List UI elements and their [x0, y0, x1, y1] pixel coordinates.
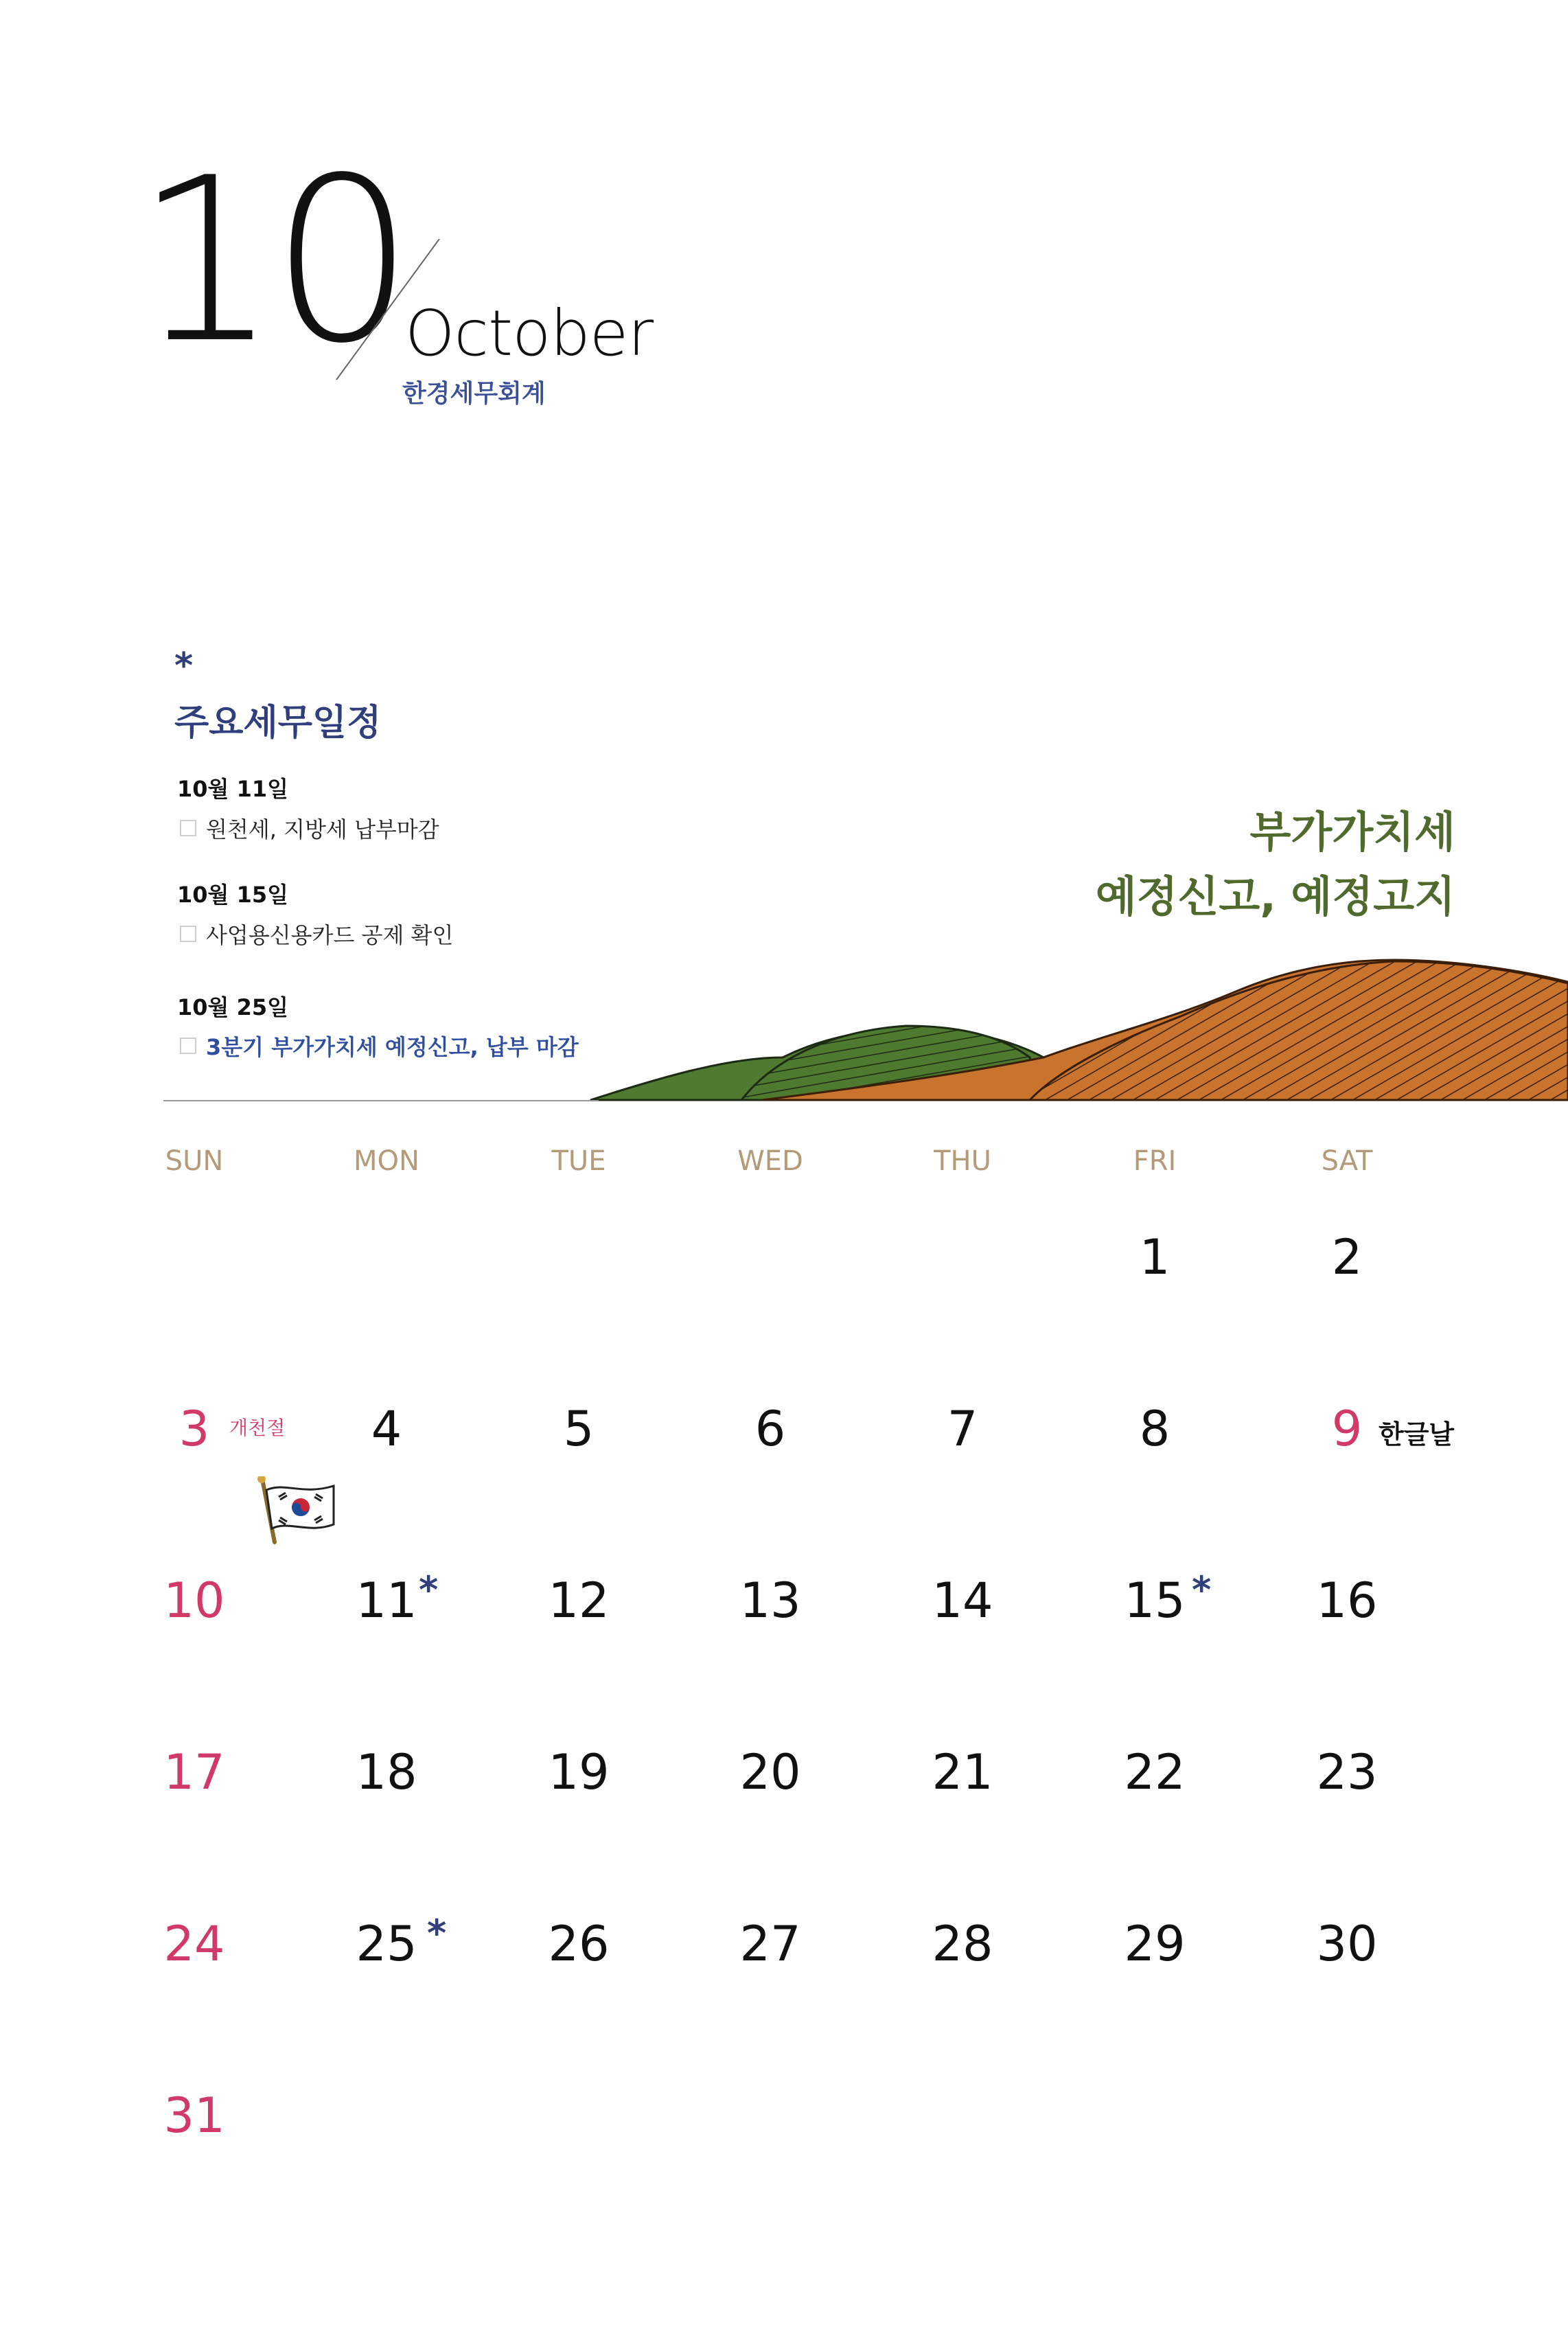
- korean-flag-icon: [254, 1476, 338, 1545]
- weekday-fri: FRI: [1133, 1145, 1177, 1177]
- day-cell[interactable]: 11: [356, 1572, 417, 1629]
- day-cell[interactable]: 1: [1139, 1229, 1171, 1285]
- day-cell[interactable]: 17: [163, 1744, 225, 1800]
- weekday-mon: MON: [354, 1145, 419, 1177]
- day-cell[interactable]: 20: [739, 1744, 801, 1800]
- schedule-title: 주요세무일정: [174, 702, 382, 744]
- day-cell[interactable]: 15: [1124, 1572, 1186, 1629]
- day-cell[interactable]: 5: [563, 1401, 595, 1457]
- checkbox[interactable]: [180, 820, 196, 836]
- day-cell[interactable]: 30: [1316, 1916, 1378, 1972]
- day-cell[interactable]: 23: [1316, 1744, 1378, 1800]
- schedule-date: 10월 25일: [177, 994, 289, 1020]
- day-cell-holiday[interactable]: 3: [178, 1401, 210, 1457]
- day-cell[interactable]: 26: [548, 1916, 610, 1972]
- company-name: 한경세무회계: [402, 380, 546, 408]
- day-cell[interactable]: 8: [1139, 1401, 1171, 1457]
- day-cell[interactable]: 25: [356, 1916, 417, 1972]
- day-cell[interactable]: 24: [163, 1916, 225, 1972]
- day-cell[interactable]: 14: [932, 1572, 993, 1629]
- weekday-thu: THU: [934, 1145, 991, 1177]
- day-cell[interactable]: 29: [1124, 1916, 1186, 1972]
- day-cell[interactable]: 2: [1331, 1229, 1363, 1285]
- checkbox[interactable]: [180, 926, 196, 942]
- day-cell[interactable]: 22: [1124, 1744, 1186, 1800]
- schedule-date: 10월 15일: [177, 882, 289, 908]
- schedule-star-icon: *: [174, 645, 194, 687]
- holiday-label: 개천절: [229, 1417, 286, 1439]
- event-star-icon: *: [1192, 1568, 1212, 1612]
- schedule-item-text: 3분기 부가가치세 예정신고, 납부 마감: [206, 1034, 579, 1060]
- headline-line1: 부가가치세: [1249, 807, 1455, 857]
- day-cell[interactable]: 27: [739, 1916, 801, 1972]
- day-cell[interactable]: 6: [754, 1401, 786, 1457]
- schedule-item-text: 사업용신용카드 공제 확인: [206, 922, 454, 948]
- headline-line2: 예정신고, 예정고지: [1095, 871, 1455, 921]
- day-cell[interactable]: 4: [371, 1401, 402, 1457]
- day-cell[interactable]: 28: [932, 1916, 993, 1972]
- day-cell[interactable]: 13: [739, 1572, 801, 1629]
- event-star-icon: *: [427, 1912, 447, 1955]
- month-name: October: [405, 297, 654, 370]
- schedule-item: [180, 812, 439, 844]
- day-cell[interactable]: 10: [163, 1572, 225, 1629]
- day-cell[interactable]: 7: [947, 1401, 978, 1457]
- hills-illustration: [0, 954, 1568, 1102]
- month-number: 10: [135, 129, 406, 393]
- day-cell-holiday[interactable]: 9: [1331, 1401, 1363, 1457]
- divider-line: [163, 1100, 599, 1101]
- holiday-label: 한글날: [1379, 1419, 1455, 1450]
- schedule-item: [180, 918, 453, 950]
- weekday-wed: WED: [737, 1145, 803, 1177]
- day-cell[interactable]: 21: [932, 1744, 993, 1800]
- schedule-item-text: 원천세, 지방세 납부마감: [206, 816, 439, 843]
- event-star-icon: *: [419, 1568, 439, 1612]
- day-cell[interactable]: 18: [356, 1744, 417, 1800]
- day-cell[interactable]: 12: [548, 1572, 610, 1629]
- day-cell[interactable]: 19: [548, 1744, 610, 1800]
- schedule-date: 10월 11일: [177, 776, 289, 802]
- weekday-tue: TUE: [551, 1145, 606, 1177]
- day-cell[interactable]: 31: [163, 2087, 225, 2144]
- weekday-sat: SAT: [1321, 1145, 1373, 1177]
- weekday-sun: SUN: [165, 1145, 224, 1177]
- day-cell[interactable]: 16: [1316, 1572, 1378, 1629]
